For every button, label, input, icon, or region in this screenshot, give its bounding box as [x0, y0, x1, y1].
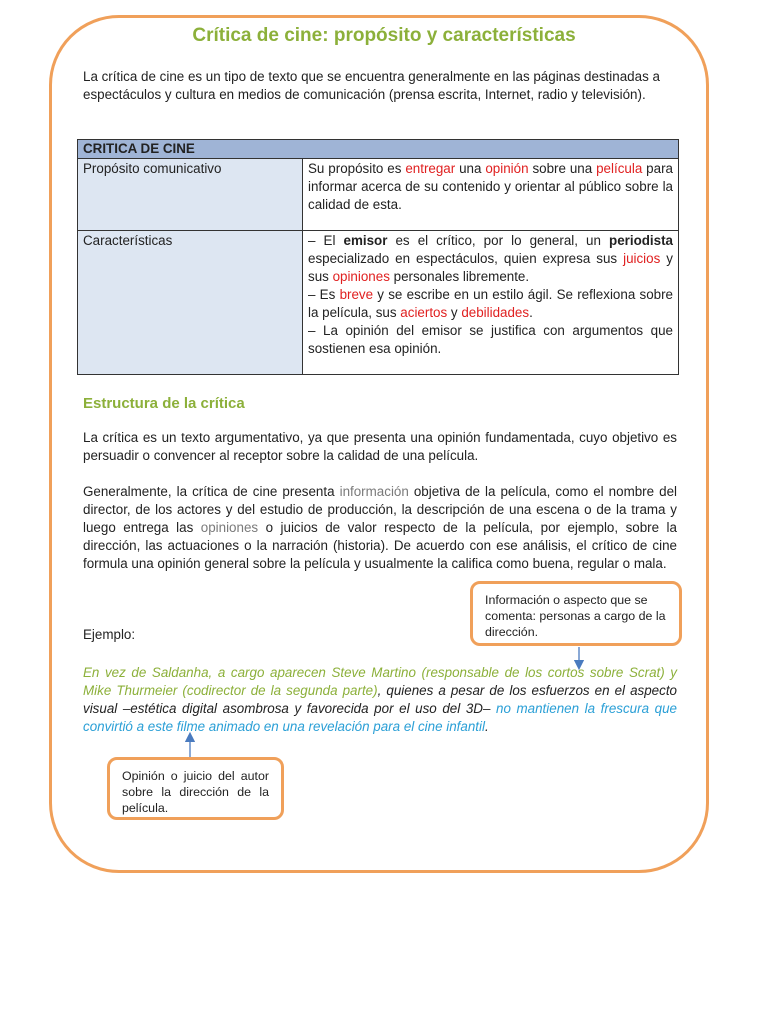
- structure-paragraph-1: La crítica es un texto argumentativo, ya que presenta una opinión fundamentada, cuyo objetivo es persuadir o convencer al receptor sobre la calidad de una película.: [83, 430, 677, 463]
- table-header: CRITICA DE CINE: [78, 140, 679, 159]
- callout-opinion: Opinión o juicio del autor sobre la dirección de la película.: [107, 757, 284, 820]
- critica-table: [77, 139, 679, 375]
- example-paragraph: En vez de Saldanha, a cargo aparecen Steve Martino (responsable de los cortos sobre Scrat) y Mike Thurmeier (codirector de la segunda parte), quienes a pesar de los esfuerzos en el aspecto visual –estética digital asombrosa y favorecida por el uso del 3D– no mantienen la frescura que convirtió a este filme animado en una revelación para el cine infantil.: [83, 665, 677, 734]
- callout-information: Información o aspecto que se comenta: personas a cargo de la dirección.: [470, 581, 682, 646]
- table-row-label-caracteristicas: Características: [78, 231, 303, 375]
- intro-paragraph: La crítica de cine es un tipo de texto que se encuentra generalmente en las páginas destinadas a espectáculos y cultura en medios de comunicación (prensa escrita, Internet, radio y televisión).: [83, 69, 660, 102]
- structure-paragraph-2: Generalmente, la crítica de cine presenta información objetiva de la película, como el nombre del director, de los actores y del estudio de producción, la descripción de una escena o de la trama y luego entrega las opiniones o juicios de valor respecto de la película, por ejemplo, sobre la dirección, las actuaciones o la narración (historia). De acuerdo con ese análisis, el crítico de cine formula una opinión general sobre la película y usualmente la califica como buena, regular o mala.: [83, 484, 677, 571]
- table-row-label-proposito: Propósito comunicativo: [78, 159, 303, 231]
- section-title: Estructura de la crítica: [83, 395, 245, 412]
- table-cell-proposito: Su propósito es entregar una opinión sobre una película para informar acerca de su contenido y orientar al público sobre la calidad de esta.: [303, 159, 679, 231]
- example-label: Ejemplo:: [83, 627, 136, 642]
- table-cell-caracteristicas: – El emisor es el crítico, por lo general, un periodista especializado en espectáculos, quien expresa sus juicios y sus opiniones personales libremente. – Es breve y se escribe en un estilo ágil. Se reflexiona sobre la película, sus aciertos y debilidades. – La opinión del emisor se justifica con argumentos que sostienen esa opinión.: [303, 231, 679, 375]
- page-title: Crítica de cine: propósito y características: [192, 25, 576, 46]
